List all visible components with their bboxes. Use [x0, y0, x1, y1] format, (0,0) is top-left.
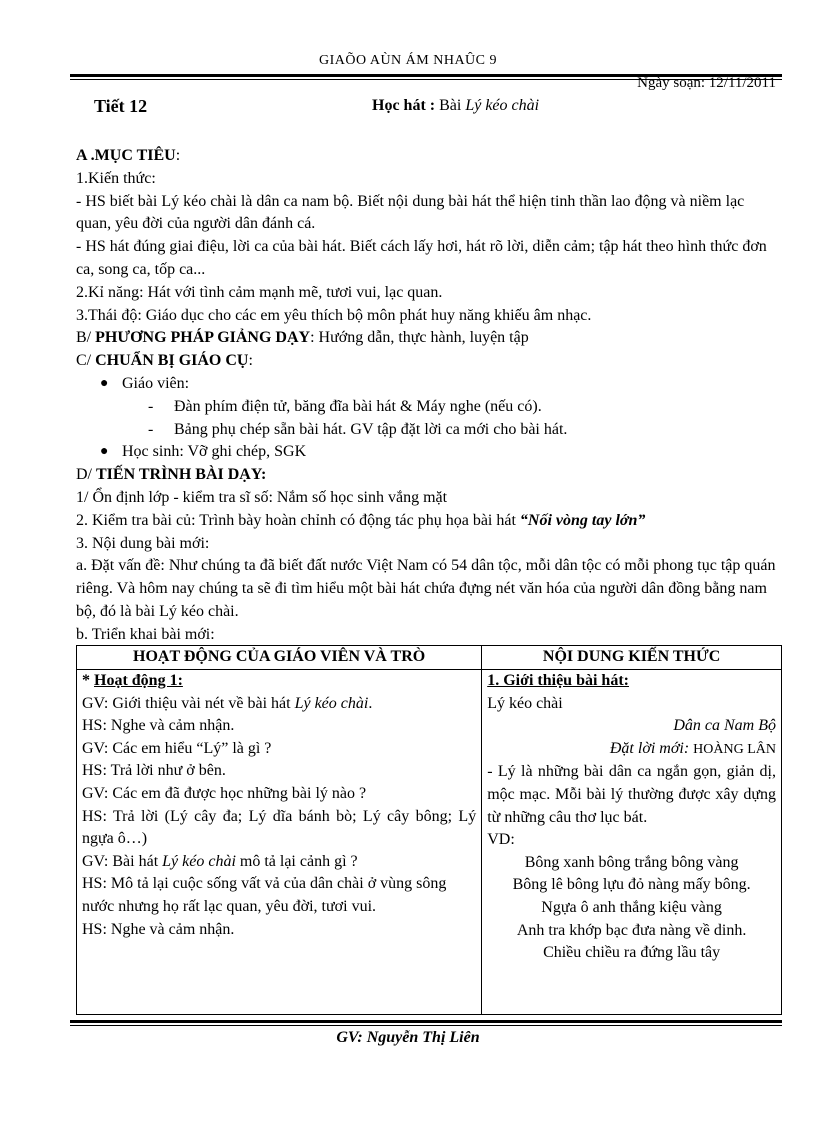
lyricist-name: HOÀNG LÂN	[693, 741, 776, 757]
verse-line-3: Ngựa ô anh thắng kiệu vàng	[541, 898, 722, 916]
lesson-prefix: Bài	[435, 97, 466, 114]
content-origin: Dân ca Nam Bộ	[673, 717, 776, 735]
running-header: GIAÕO AÙN ÁM NHAÛC 9	[319, 53, 497, 68]
section-b-prefix: B/	[76, 329, 96, 347]
teacher-item-2-text: Bảng phụ chép sẵn bài hát. GV tập đặt lời ca mới cho bài hát.	[174, 420, 568, 438]
knowledge-heading: 1.Kiến thức:	[76, 169, 156, 187]
bullet-icon: ●	[100, 444, 109, 460]
skills-line: 2.Kỉ năng: Hát với tình cảm mạnh mẽ, tươi vui, lạc quan.	[76, 283, 443, 301]
bullet-student	[76, 441, 776, 464]
activity-line-1-a: GV: Giới thiệu vài nét về bài hát	[82, 694, 295, 712]
table-header-content: NỘI DUNG KIẾN THỨC	[482, 646, 782, 670]
section-c	[76, 350, 776, 373]
dash-icon: -	[148, 397, 154, 415]
document-body	[76, 145, 776, 647]
step-2	[76, 510, 776, 533]
teacher-item-1	[76, 396, 776, 419]
footer-rule-thick	[70, 1020, 782, 1023]
activity-line-3: GV: Các em hiểu “Lý” là gì ?	[82, 739, 272, 757]
knowledge-line-1: - HS biết bài Lý kéo chài là dân ca nam bộ. Biết nội dung bài hát thể hiện tinh thần lao động và niềm lạc quan, yêu đời của người dân đánh cá.	[76, 192, 745, 233]
section-b	[76, 327, 776, 350]
activity-line-8: HS: Mô tả lại cuộc sống vất vả của dân chài ở vùng sông nước nhưng họ rất lạc quan, yêu đời, tươi vui.	[82, 875, 447, 915]
bullet-student-text: Học sinh: Vỡ ghi chép, SGK	[122, 443, 307, 461]
lesson-number: Tiết 12	[94, 96, 148, 116]
step-2-song: “Nối vòng tay lớn”	[519, 511, 646, 529]
lesson-title	[372, 97, 539, 115]
section-d	[76, 464, 776, 487]
content-definition: - Lý là những bài dân ca ngắn gọn, giản dị, mộc mạc. Mỗi bài lý thường được xây dựng từ những câu thơ lục bát.	[487, 763, 776, 826]
step-3b: b. Triển khai bài mới:	[76, 625, 215, 643]
preparation-date: Ngày soạn: 12/11/2011	[637, 75, 776, 91]
verse-line-1: Bông xanh bông trắng bông vàng	[524, 853, 739, 871]
content-example-label: VD:	[487, 831, 515, 849]
content-song: Lý kéo chài	[487, 694, 563, 712]
section-d-title: TIẾN TRÌNH BÀI DẠY:	[96, 466, 267, 484]
table-row	[77, 670, 782, 1015]
bullet-teacher	[76, 373, 776, 396]
activity-heading	[82, 670, 476, 693]
section-b-title: PHƯƠNG PHÁP GIẢNG DẠY	[95, 329, 311, 347]
lesson-label: Học hát :	[372, 97, 436, 114]
activity-line-5: GV: Các em đã được học những bài lý nào ?	[82, 784, 367, 802]
section-b-text: : Hướng dẫn, thực hành, luyện tập	[310, 329, 529, 347]
section-c-prefix: C/	[76, 352, 96, 370]
step-2-text: 2. Kiểm tra bài củ: Trình bày hoàn chỉnh có động tác phụ họa bài hát	[76, 511, 520, 529]
knowledge-line-2: - HS hát đúng giai điệu, lời ca của bài hát. Biết cách lấy hơi, hát rõ lời, diễn cảm; tập hát theo hình thức đơn ca, song ca, tốp ca...	[76, 238, 767, 278]
section-d-prefix: D/	[76, 466, 96, 484]
bullet-teacher-text: Giáo viên:	[122, 374, 190, 392]
section-a-colon: :	[175, 147, 181, 164]
content-title: 1. Giới thiệu bài hát:	[487, 672, 629, 689]
step-3: 3. Nội dung bài mới:	[76, 534, 210, 552]
activity-line-9: HS: Nghe và cảm nhận.	[82, 920, 235, 938]
table-header-activities: HOẠT ĐỘNG CỦA GIÁO VIÊN VÀ TRÒ	[77, 646, 482, 670]
activity-line-7-song: Lý kéo chài	[162, 852, 236, 870]
section-c-colon: :	[248, 352, 253, 370]
section-a-heading	[76, 145, 776, 168]
section-c-title: CHUẨN BỊ GIÁO CỤ	[95, 352, 249, 370]
table-header-row	[77, 646, 782, 670]
activity-line-2: HS: Nghe và cảm nhận.	[82, 717, 235, 735]
activity-table	[76, 645, 782, 1015]
lyric-label: Đặt lời mới:	[609, 739, 694, 757]
lesson-song: Lý kéo chài	[465, 97, 540, 114]
teacher-item-1-text: Đàn phím điện tử, băng đĩa bài hát & Máy nghe (nếu có).	[174, 397, 542, 415]
attitude-line: 3.Thái độ: Giáo dục cho các em yêu thích bộ môn phát huy năng khiếu âm nhạc.	[76, 306, 592, 324]
activity-line-7	[82, 851, 476, 874]
verse-line-4: Anh tra khớp bạc đưa nàng về dinh.	[516, 921, 747, 939]
activity-line-1	[82, 693, 476, 716]
activity-title: Hoạt động 1:	[94, 672, 183, 689]
step-3a: a. Đặt vấn đề: Như chúng ta đã biết đất nước Việt Nam có 54 dân tộc, mỗi dân tộc có mỗi phong tục tập quán riêng. Và hôm nay chúng ta sẽ đi tìm hiểu một bài hát chứa đựng nét văn hóa của người dân đồng bằng nam bộ, đó là bài Lý kéo chài.	[76, 557, 776, 620]
activity-line-4: HS: Trả lời như ở bên.	[82, 762, 226, 780]
activities-cell	[77, 670, 482, 1015]
step-1: 1/ Ổn định lớp - kiểm tra sĩ số: Nắm số học sinh vắng mặt	[76, 488, 448, 506]
activity-line-6: HS: Trả lời (Lý cây đa; Lý dĩa bánh bò; Lý cây bông; Lý ngựa ô…)	[82, 807, 477, 848]
footer-teacher: GV: Nguyễn Thị Liên	[336, 1029, 480, 1046]
verse-line-5: Chiều chiều ra đứng lầu tây	[543, 944, 721, 962]
verse-line-2: Bông lê bông lựu đỏ nàng mấy bông.	[512, 876, 751, 894]
activity-star: *	[82, 672, 94, 689]
teacher-item-2	[76, 419, 776, 442]
content-cell	[482, 670, 782, 1015]
activity-line-1-c: .	[368, 694, 373, 712]
content-lyricist	[487, 738, 776, 762]
dash-icon: -	[148, 420, 154, 438]
activity-line-1-song: Lý kéo chài	[294, 694, 369, 712]
footer-rule-thin	[70, 1025, 782, 1026]
section-a-title: A .MỤC TIÊU	[76, 147, 176, 164]
activity-line-7-c: mô tả lại cảnh gì ?	[235, 852, 358, 870]
activity-line-7-a: GV: Bài hát	[82, 852, 163, 870]
bullet-icon: ●	[100, 375, 109, 391]
